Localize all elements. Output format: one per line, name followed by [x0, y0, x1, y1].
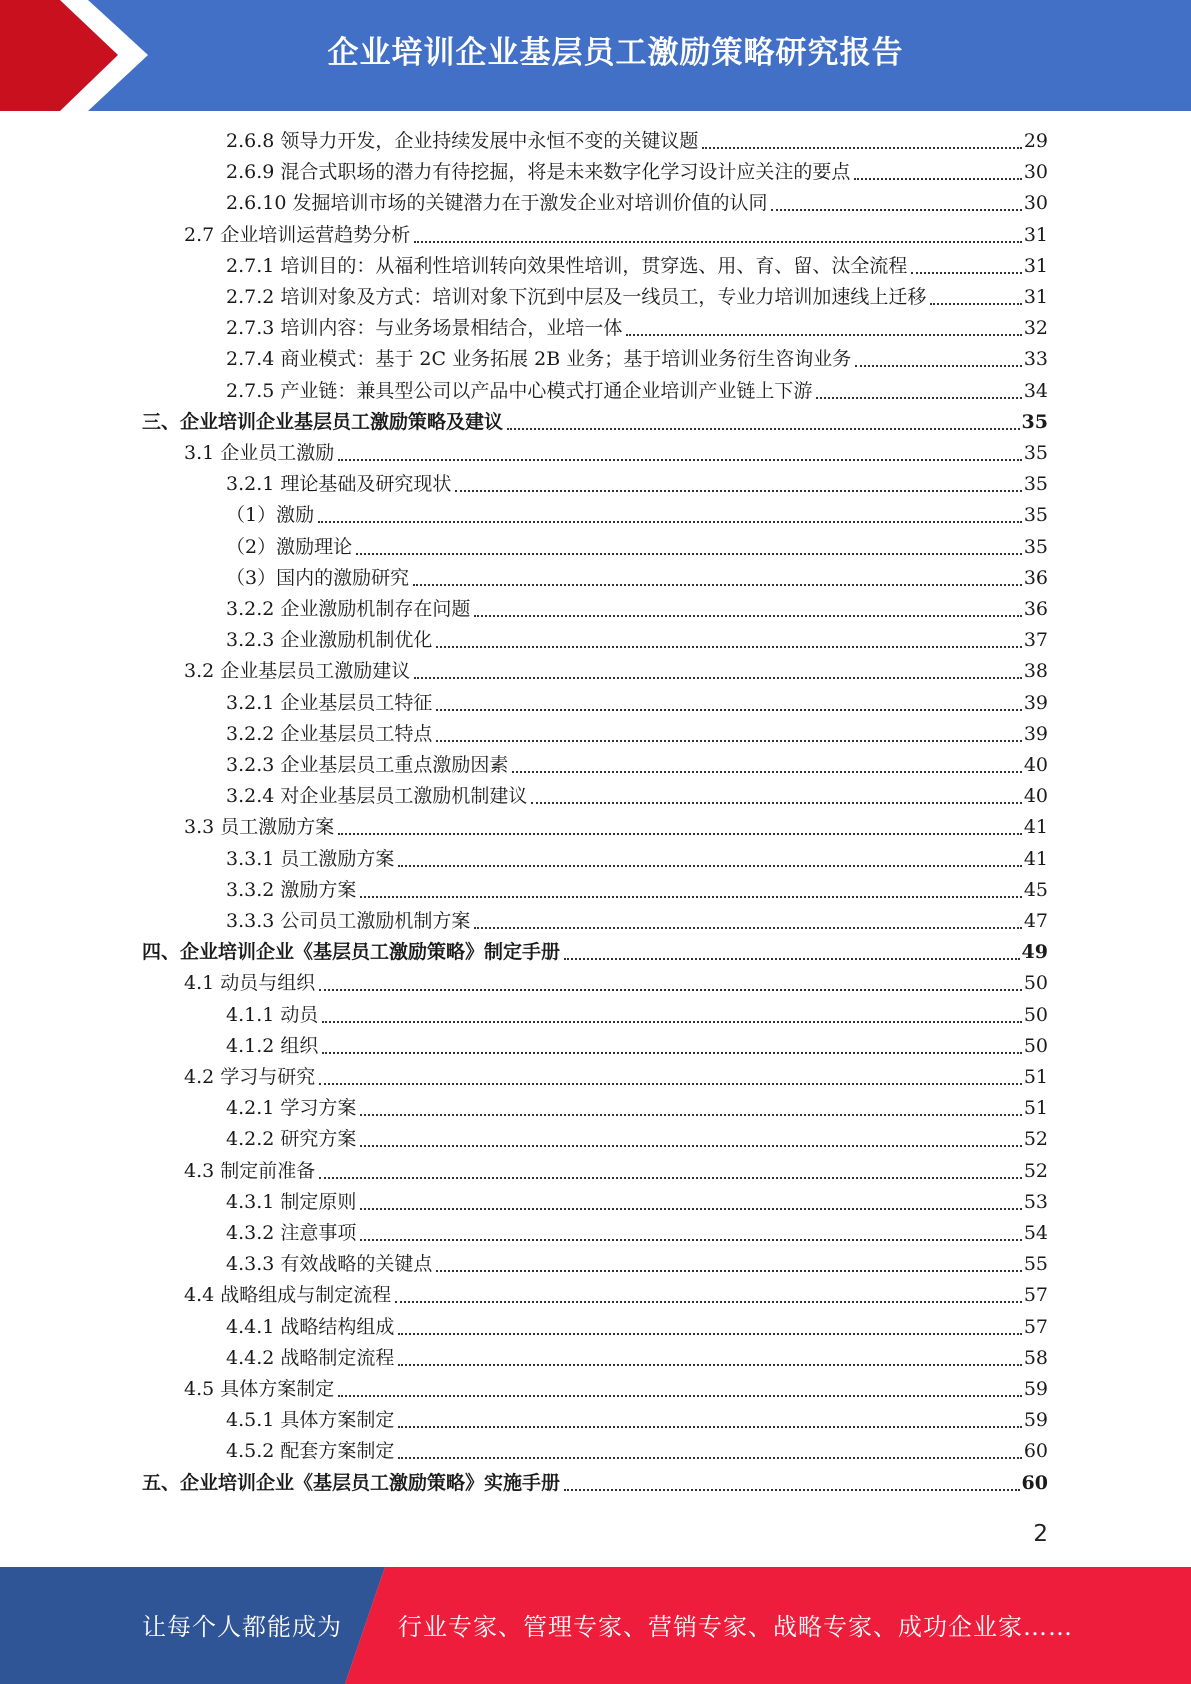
toc-entry-page: 45	[1023, 878, 1048, 901]
toc-entry[interactable]	[184, 1280, 1048, 1311]
toc-entry-label: 2.6.8 领导力开发，企业持续发展中永恒不变的关键议题	[226, 130, 699, 152]
toc-entry[interactable]	[226, 251, 1048, 282]
toc-entry-page: 33	[1023, 348, 1048, 371]
toc-entry[interactable]	[226, 594, 1048, 625]
toc-entry[interactable]	[226, 875, 1048, 906]
toc-entry-page: 35	[1021, 410, 1048, 433]
toc-dot-leader	[564, 958, 1020, 960]
toc-entry-label: 2.6.9 混合式职场的潜力有待挖掘，将是未来数字化学习设计应关注的要点	[226, 161, 851, 184]
toc-entry[interactable]	[226, 844, 1048, 875]
report-title: 企业培训企业基层员工激励策略研究报告	[327, 35, 904, 71]
toc-entry-label: 4.2.2 研究方案	[226, 1128, 357, 1151]
toc-entry[interactable]	[226, 1436, 1048, 1467]
toc-entry-page: 34	[1023, 379, 1048, 402]
toc-entry-label: 4.1 动员与组织	[184, 972, 316, 995]
toc-entry[interactable]	[184, 656, 1048, 687]
toc-dot-leader	[930, 303, 1021, 305]
toc-entry[interactable]	[226, 625, 1048, 656]
toc-entry-label: 4.2.1 学习方案	[226, 1097, 357, 1120]
toc-entry-page: 29	[1023, 130, 1048, 152]
toc-entry[interactable]	[142, 407, 1048, 438]
toc-entry[interactable]	[226, 282, 1048, 313]
toc-entry[interactable]	[226, 469, 1048, 500]
toc-entry-page: 50	[1023, 1034, 1048, 1057]
toc-entry-page: 51	[1023, 1097, 1048, 1120]
toc-entry-label: 4.3.3 有效战略的关键点	[226, 1253, 433, 1276]
toc-entry-label: 3.3.2 激励方案	[226, 878, 357, 901]
toc-dot-leader	[414, 677, 1022, 679]
toc-entry-page: 39	[1023, 722, 1048, 745]
toc-entry-page: 60	[1021, 1471, 1048, 1494]
toc-dot-leader	[360, 1145, 1021, 1147]
toc-entry-page: 55	[1023, 1253, 1048, 1276]
toc-dot-leader	[854, 178, 1021, 180]
toc-dot-leader	[395, 1301, 1022, 1303]
toc-entry-label: （3）国内的激励研究	[226, 566, 410, 589]
toc-entry-page: 35	[1023, 473, 1048, 496]
toc-entry-page: 37	[1023, 629, 1048, 652]
toc-entry-page: 40	[1023, 754, 1048, 776]
toc-entry-page: 59	[1023, 1409, 1048, 1432]
toc-entry-label: 四、企业培训企业《基层员工激励策略》制定手册	[142, 941, 561, 964]
toc-dot-leader	[360, 1208, 1021, 1210]
toc-dot-leader	[702, 147, 1021, 149]
toc-dot-leader	[455, 490, 1021, 492]
toc-entry-label: 4.1.1 动员	[226, 1003, 319, 1026]
toc-entry-label: 4.3 制定前准备	[184, 1159, 316, 1182]
toc-entry-page: 31	[1023, 286, 1048, 308]
toc-entry-label: 4.5.1 具体方案制定	[226, 1409, 395, 1432]
toc-dot-leader	[512, 771, 1021, 773]
toc-entry-label: 3.3.1 员工激励方案	[226, 847, 395, 870]
toc-entry-label: 3.3 员工激励方案	[184, 816, 335, 839]
toc-entry-label: 3.2.4 对企业基层员工激励机制建议	[226, 785, 528, 808]
toc-dot-leader	[360, 1239, 1021, 1241]
toc-dot-leader	[398, 1364, 1021, 1366]
toc-entry[interactable]	[226, 157, 1048, 188]
toc-entry-label: 2.7.5 产业链：兼具型公司以产品中心模式打通企业培训产业链上下游	[226, 379, 813, 402]
toc-entry-page: 32	[1023, 317, 1048, 340]
toc-dot-leader	[319, 1083, 1022, 1085]
toc-entry[interactable]	[226, 376, 1048, 407]
toc-entry[interactable]	[226, 781, 1048, 812]
toc-dot-leader	[360, 1114, 1021, 1116]
toc-entry-label: （2）激励理论	[226, 535, 353, 558]
toc-entry-label: 2.6.10 发掘培训市场的关键潜力在于激发企业对培训价值的认同	[226, 192, 768, 215]
toc-entry[interactable]	[142, 937, 1048, 968]
toc-entry[interactable]	[226, 313, 1048, 344]
toc-dot-leader	[474, 927, 1021, 929]
toc-dot-leader	[531, 802, 1021, 804]
toc-entry-page: 52	[1023, 1159, 1048, 1182]
toc-entry-page: 57	[1023, 1284, 1048, 1307]
toc-entry[interactable]	[226, 688, 1048, 719]
toc-entry-page: 51	[1023, 1066, 1048, 1088]
toc-entry-label: 三、企业培训企业基层员工激励策略及建议	[142, 410, 504, 433]
toc-entry-label: 3.2.2 企业激励机制存在问题	[226, 598, 471, 620]
toc-entry-label: 4.5.2 配套方案制定	[226, 1440, 395, 1463]
toc-entry-page: 54	[1023, 1222, 1048, 1244]
toc-entry-label: 4.4 战略组成与制定流程	[184, 1284, 392, 1307]
toc-entry-page: 31	[1023, 254, 1048, 277]
toc-entry-label: 2.7 企业培训运营趋势分析	[184, 223, 411, 246]
page-footer	[0, 1567, 1191, 1684]
toc-entry-label: 2.7.3 培训内容：与业务场景相结合，业培一体	[226, 317, 623, 340]
toc-entry-page: 49	[1021, 941, 1048, 964]
page-number: 2	[1033, 1521, 1048, 1547]
toc-entry-label: 4.3.1 制定原则	[226, 1190, 357, 1213]
toc-entry-page: 58	[1023, 1346, 1048, 1369]
toc-entry[interactable]	[226, 1093, 1048, 1124]
toc-entry-page: 50	[1023, 972, 1048, 995]
toc-dot-leader	[436, 1270, 1021, 1272]
toc-entry-label: 3.2 企业基层员工激励建议	[184, 660, 411, 683]
toc-dot-leader	[398, 1333, 1021, 1335]
toc-entry[interactable]	[226, 750, 1048, 781]
toc-dot-leader	[413, 584, 1022, 586]
toc-entry[interactable]	[226, 563, 1048, 594]
toc-entry-page: 40	[1023, 785, 1048, 808]
toc-dot-leader	[436, 646, 1021, 648]
toc-dot-leader	[911, 272, 1021, 274]
toc-entry-label: 2.7.2 培训对象及方式：培训对象下沉到中层及一线员工，专业力培训加速线上迁移	[226, 286, 927, 308]
toc-entry[interactable]	[226, 1031, 1048, 1062]
toc-dot-leader	[322, 1021, 1021, 1023]
toc-entry-page: 36	[1023, 566, 1048, 589]
toc-entry-page: 41	[1023, 847, 1048, 870]
toc-entry[interactable]	[226, 719, 1048, 750]
toc-entry-page: 57	[1023, 1315, 1048, 1338]
toc-entry[interactable]	[226, 126, 1048, 157]
toc-dot-leader	[322, 1052, 1021, 1054]
toc-dot-leader	[338, 1395, 1022, 1397]
toc-dot-leader	[507, 428, 1020, 430]
footer-slogan-right: 行业专家、管理专家、营销专家、战略专家、成功企业家……	[398, 1613, 1073, 1641]
toc-dot-leader	[436, 740, 1021, 742]
toc-dot-leader	[398, 1457, 1021, 1459]
toc-entry[interactable]	[226, 1405, 1048, 1436]
toc-dot-leader	[360, 896, 1021, 898]
toc-entry[interactable]	[226, 1343, 1048, 1374]
toc-dot-leader	[564, 1489, 1020, 1491]
toc-entry-page: 31	[1023, 223, 1048, 246]
toc-entry-page: 36	[1023, 598, 1048, 620]
toc-entry-label: 3.3.3 公司员工激励机制方案	[226, 910, 471, 932]
toc-entry[interactable]	[226, 1249, 1048, 1280]
toc-entry[interactable]	[226, 1312, 1048, 1343]
toc-entry[interactable]	[226, 188, 1048, 219]
toc-entry[interactable]	[184, 1062, 1048, 1093]
toc-entry[interactable]	[184, 812, 1048, 843]
toc-entry-page: 35	[1023, 504, 1048, 527]
toc-entry[interactable]	[226, 1000, 1048, 1031]
toc-entry[interactable]	[184, 1156, 1048, 1187]
toc-dot-leader	[319, 1177, 1022, 1179]
toc-entry-page: 30	[1023, 192, 1048, 215]
toc-entry-label: 3.2.3 企业基层员工重点激励因素	[226, 754, 509, 776]
toc-dot-leader	[771, 209, 1021, 211]
toc-dot-leader	[414, 241, 1022, 243]
toc-entry-label: 3.2.1 理论基础及研究现状	[226, 473, 452, 496]
toc-entry-label: 4.4.1 战略结构组成	[226, 1315, 395, 1338]
toc-dot-leader	[398, 1426, 1021, 1428]
toc-dot-leader	[318, 521, 1022, 523]
toc-entry-label: 3.1 企业员工激励	[184, 442, 335, 464]
toc-entry-label: 4.3.2 注意事项	[226, 1222, 357, 1244]
toc-entry[interactable]	[226, 532, 1048, 563]
footer-slogan-left: 让每个人都能成为	[142, 1613, 342, 1641]
toc-entry[interactable]	[226, 1124, 1048, 1155]
toc-dot-leader	[338, 833, 1022, 835]
toc-entry-label: 2.7.4 商业模式：基于 2C 业务拓展 2B 业务；基于培训业务衍生咨询业务	[226, 348, 852, 371]
toc-dot-leader	[338, 459, 1022, 461]
toc-dot-leader	[356, 553, 1022, 555]
toc-entry-page: 60	[1023, 1440, 1048, 1463]
toc-entry-page: 47	[1023, 910, 1048, 932]
toc-entry-page: 39	[1023, 691, 1048, 714]
toc-entry-label: 4.1.2 组织	[226, 1034, 319, 1057]
toc-entry[interactable]	[184, 220, 1048, 251]
toc-entry-label: 4.5 具体方案制定	[184, 1378, 335, 1400]
toc-entry[interactable]	[226, 1218, 1048, 1249]
page-header	[0, 0, 1191, 111]
toc-entry[interactable]	[226, 500, 1048, 531]
toc-entry-page: 30	[1023, 161, 1048, 184]
toc-dot-leader	[816, 397, 1021, 399]
toc-entry-page: 59	[1023, 1378, 1048, 1400]
toc-entry-page: 38	[1023, 660, 1048, 683]
toc-entry[interactable]	[184, 438, 1048, 469]
toc-dot-leader	[436, 709, 1021, 711]
toc-dot-leader	[626, 334, 1021, 336]
toc-entry-label: 4.2 学习与研究	[184, 1066, 316, 1088]
toc-entry-page: 50	[1023, 1003, 1048, 1026]
toc-entry[interactable]	[226, 1187, 1048, 1218]
toc-entry-page: 35	[1023, 535, 1048, 558]
toc-dot-leader	[474, 615, 1021, 617]
toc-dot-leader	[855, 365, 1022, 367]
toc-entry-label: 五、企业培训企业《基层员工激励策略》实施手册	[142, 1471, 561, 1494]
toc-entry-label: （1）激励	[226, 504, 315, 527]
toc-entry-label: 3.2.3 企业激励机制优化	[226, 629, 433, 652]
toc-entry-label: 3.2.1 企业基层员工特征	[226, 691, 433, 714]
toc-entry[interactable]	[184, 1374, 1048, 1405]
toc-entry-label: 2.7.1 培训目的：从福利性培训转向效果性培训，贯穿选、用、育、留、汰全流程	[226, 254, 908, 277]
toc-dot-leader	[398, 865, 1021, 867]
toc-entry[interactable]	[226, 344, 1048, 375]
toc-entry-label: 4.4.2 战略制定流程	[226, 1346, 395, 1369]
toc-entry-page: 53	[1023, 1190, 1048, 1213]
toc-entry[interactable]	[184, 968, 1048, 999]
toc-dot-leader	[319, 989, 1022, 991]
toc-entry-label: 3.2.2 企业基层员工特点	[226, 722, 433, 745]
toc-entry[interactable]	[226, 906, 1048, 937]
toc-entry-page: 35	[1023, 442, 1048, 464]
toc-entry[interactable]	[142, 1468, 1048, 1499]
toc-entry-page: 41	[1023, 816, 1048, 839]
toc-entry-page: 52	[1023, 1128, 1048, 1151]
